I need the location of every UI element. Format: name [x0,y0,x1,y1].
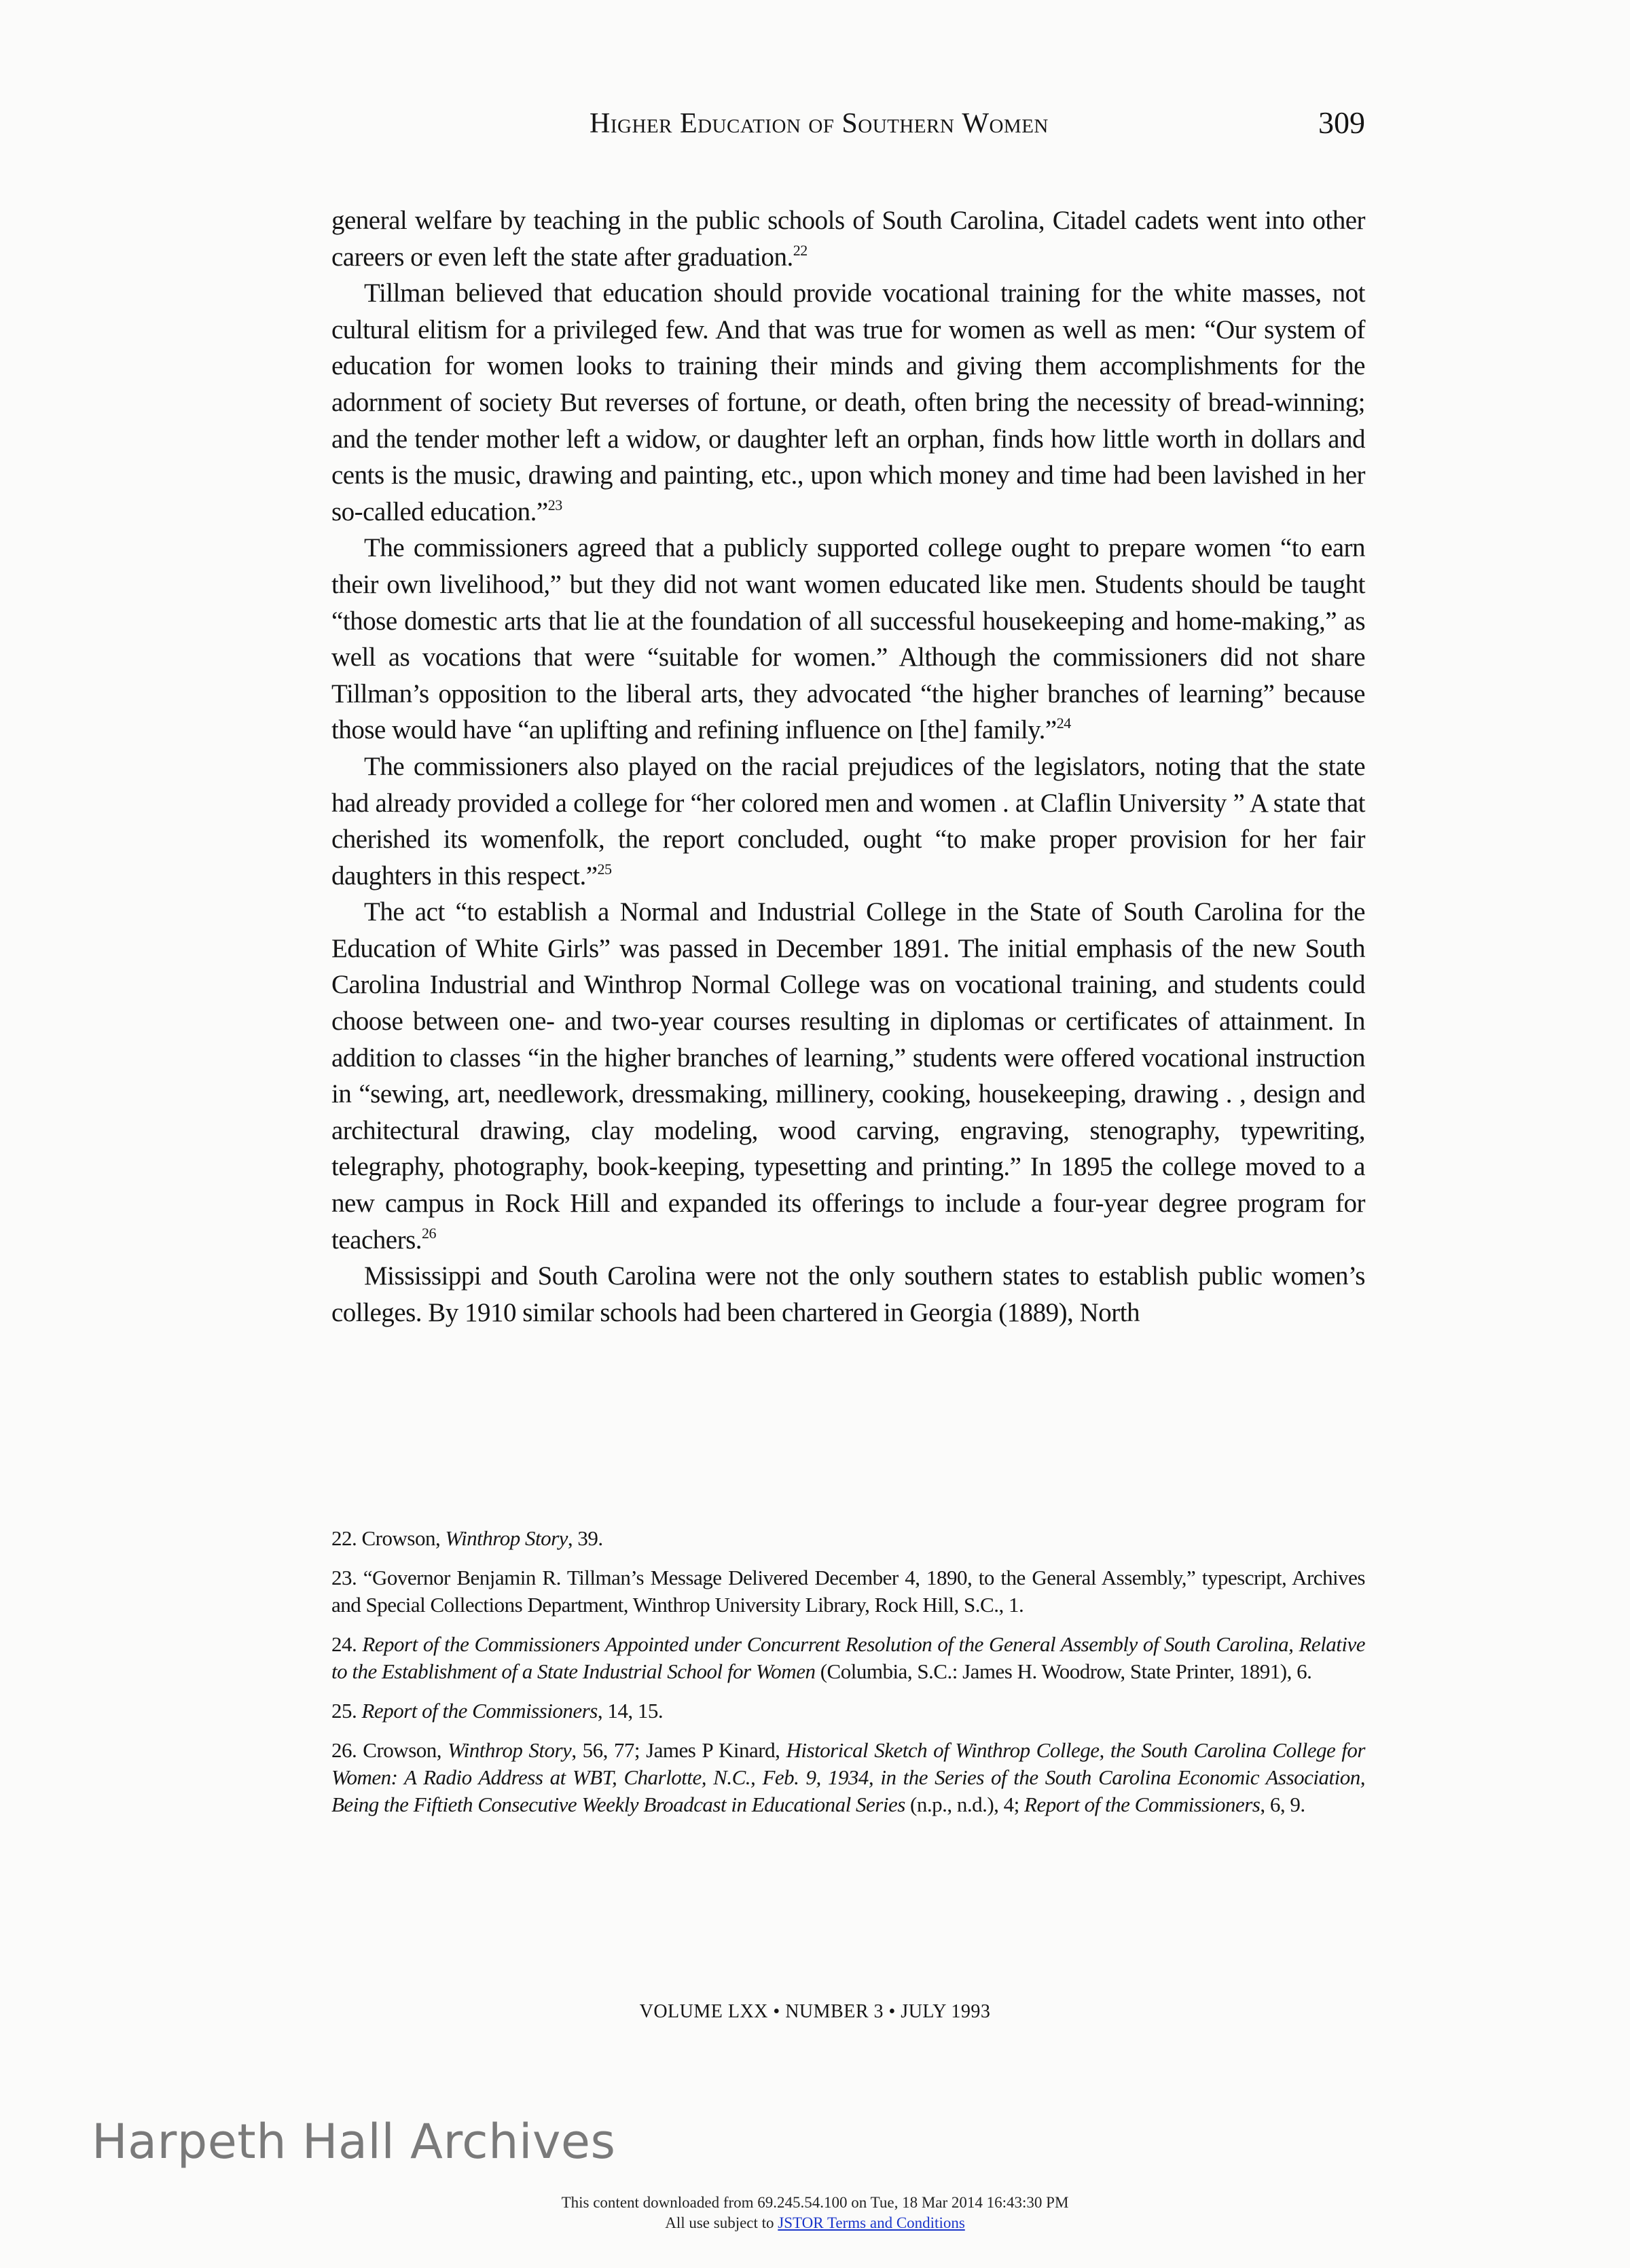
running-title: Higher Education of Southern Women [590,108,1049,139]
paragraph-6: Mississippi and South Carolina were not the only southern states to establish public women’s colleges. By 1910 similar schools had been chartered in Georgia (1889), North [331,1261,1365,1327]
paragraph-1: general welfare by teaching in the public schools of South Carolina, Citadel cadets went into other careers or even left the state after graduation.$^{22}$ [331,206,1365,272]
footnote-ref-22[interactable]: 22 [793,241,808,259]
footnote-22: 22. Crowson, Winthrop Story, 39. [331,1526,603,1550]
download-notice: This content downloaded from 69.245.54.100 on Tue, 18 Mar 2014 16:43:30 PM [561,2194,1069,2211]
footnote-ref-26[interactable]: 26 [422,1224,436,1242]
paragraph-3: The commissioners agreed that a publicly supported college ought to prepare women “to earn their own livelihood,” but they did not want women educated like men. Students should be taught “those domestic arts that lie at the foundation of all successful housekeeping and home-making,” as well as vocations that were “suitable for women.” Although the commissioners did not share Tillman’s opposition to the liberal arts, they advocated “the higher branches of learning” because those would have “an uplifting and refining influence on [the] family.”$^{24}$ [331,533,1365,745]
footnote-23: 23. “Governor Benjamin R. Tillman’s Message Delivered December 4, 1890, to the General Assembly,” typescript, Archives and Special Collections Department, Winthrop University Library, Rock Hill, S.C., 1. [331,1566,1365,1617]
footnotes [331,1525,1365,1831]
footnote-ref-24[interactable]: 24 [1056,715,1071,732]
paragraph-5: The act “to establish a Normal and Industrial College in the State of South Carolina for the Education of White Girls” was passed in December 1891. The initial emphasis of the new South Carolina Industrial and Winthrop Normal College was on vocational training, and students could choose between one- and two-year courses resulting in diplomas or certificates of attainment. In addition to classes “in the higher branches of learning,” students were offered vocational instruction in “sewing, art, needlework, dressmaking, millinery, cooking, housekeeping, drawing . , design and architectural drawing, clay modeling, wood carving, engraving, stenography, typewriting, telegraphy, photography, book-keeping, typesetting and printing.” In 1895 the college moved to a new campus in Rock Hill and expanded its offerings to include a four-year degree program for teachers.$^{26}$ [331,897,1365,1255]
footnote-ref-23[interactable]: 23 [547,496,562,514]
terms-line: All use subject to JSTOR Terms and Conditions [665,2214,965,2231]
paragraph-4: The commissioners also played on the racial prejudices of the legislators, noting that the state had already provided a college for “her colored men and women . at Claflin University ” A state that cherished its womenfolk, the report concluded, ought “to make proper provision for her fair daughters in this respect.”$^{25}$ [331,751,1365,890]
jstor-terms-link[interactable]: JSTOR Terms and Conditions [778,2214,965,2231]
footnote-25: 25. Report of the Commissioners, 14, 15. [331,1699,664,1723]
jstor-notice [0,2193,1630,2233]
running-header [331,102,1365,149]
body-text [331,202,1365,1331]
footnote-26: 26. Crowson, Winthrop Story, 56, 77; James P Kinard, Historical Sketch of Winthrop College, the South Carolina College for Women: A Radio Address at WBT, Charlotte, N.C., Feb. 9, 1934, in the Series of the South Carolina Economic Association, Being the Fiftieth Consecutive Weekly Broadcast in Educational Series (n.p., n.d.), 4; Report of the Commissioners, 6, 9. [331,1738,1365,1816]
footnote-24: 24. Report of the Commissioners Appointed under Concurrent Resolution of the General Assembly of South Carolina, Relative to the Establishment of a State Industrial School for Women (Columbia, S.C.: James H. Woodrow, State Printer, 1891), 6. [331,1632,1365,1683]
page-number: 309 [1318,105,1365,140]
journal-volume-footer: VOLUME LXX • NUMBER 3 • JULY 1993 [639,2001,991,2022]
paragraph-2: Tillman believed that education should provide vocational training for the white masses, not cultural elitism for a privileged few. And that was true for women as well as men: “Our system of education for women looks to training their minds and giving them accomplishments for the adornment of society But reverses of fortune, or death, often bring the necessity of bread-winning; and the tender mother left a widow, or daughter left an orphan, finds how little worth in dollars and cents is the music, drawing and painting, etc., upon which money and time had been lavished in her so-called education.”$^{23}$ [331,278,1365,526]
archive-watermark: Harpeth Hall Archives [92,2114,616,2170]
footnote-ref-25[interactable]: 25 [597,860,612,878]
